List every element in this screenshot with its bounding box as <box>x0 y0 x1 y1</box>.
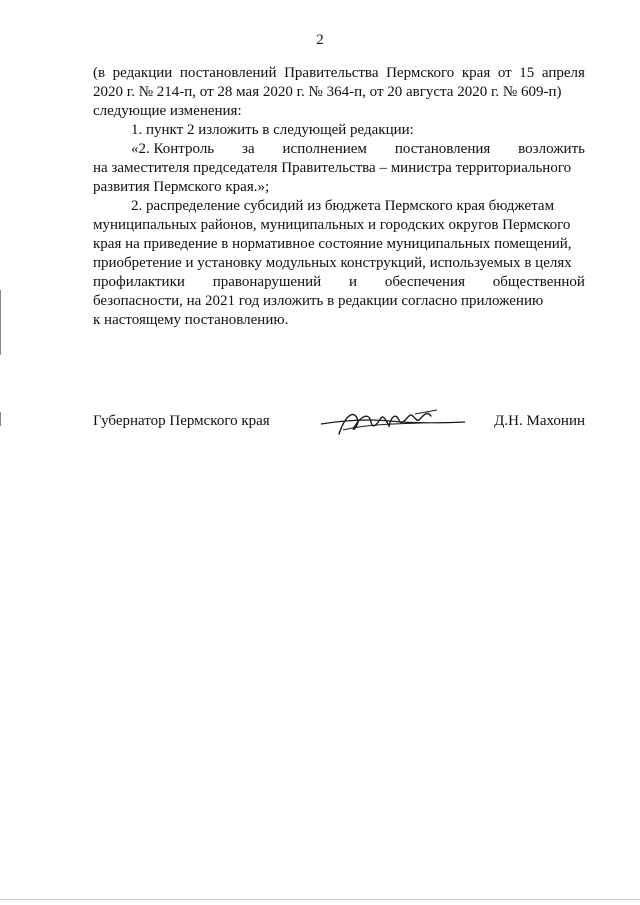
item-1-quote-line-3: развития Пермского края.»; <box>93 179 270 195</box>
signatory-position: Губернатор Пермского края <box>93 413 270 429</box>
bottom-scan-edge <box>0 899 640 900</box>
handwritten-signature <box>319 404 469 440</box>
item-2-line-6: безопасности, на 2021 год изложить в редакции согласно приложению <box>93 293 544 309</box>
item-2-line-4: приобретение и установку модульных конструкций, используемых в целях <box>93 255 572 271</box>
word: возложить <box>518 141 585 157</box>
item-2-line-3: края на приведение в нормативное состояние муниципальных помещений, <box>93 236 572 252</box>
item-2-line-5 <box>93 273 585 292</box>
word: постановлений <box>179 65 277 81</box>
word: профилактики <box>93 274 185 290</box>
amendment-intro-line-3: следующие изменения: <box>93 103 242 119</box>
word: правонарушений <box>212 274 322 290</box>
word: 15 <box>519 65 535 81</box>
word: апреля <box>541 65 585 81</box>
word: Пермского <box>386 65 455 81</box>
item-2-line-1: 2. распределение субсидий из бюджета Пермского края бюджетам <box>131 198 555 214</box>
word: края <box>461 65 491 81</box>
item-1-heading: 1. пункт 2 изложить в следующей редакции: <box>131 122 414 138</box>
amendment-intro-line-2: 2020 г. № 214-п, от 28 мая 2020 г. № 364-п, от 20 августа 2020 г. № 609-п) <box>93 84 562 100</box>
word: «2. Контроль <box>131 141 215 157</box>
amendment-intro-line-1 <box>93 64 585 83</box>
item-1-quote-line-2: на заместителя председателя Правительства – министра территориального <box>93 160 572 176</box>
word: и <box>349 274 358 290</box>
item-1-quote-line-1 <box>93 140 585 159</box>
signatory-name: Д.Н. Махонин <box>494 413 585 429</box>
word: постановления <box>394 141 491 157</box>
word: (в <box>93 65 106 81</box>
document-body <box>93 64 585 330</box>
word: за <box>242 141 255 157</box>
page-number: 2 <box>316 32 324 48</box>
word: общественной <box>492 274 585 290</box>
word: редакции <box>112 65 173 81</box>
scan-edge-mark <box>0 290 1 355</box>
word: обеспечения <box>384 274 465 290</box>
item-2-line-7: к настоящему постановлению. <box>93 312 289 328</box>
item-2-line-2: муниципальных районов, муниципальных и городских округов Пермского <box>93 217 571 233</box>
word: от <box>497 65 512 81</box>
word: Правительства <box>284 65 379 81</box>
word: исполнением <box>282 141 367 157</box>
signature-block <box>93 412 585 442</box>
scan-edge-mark <box>0 412 1 426</box>
